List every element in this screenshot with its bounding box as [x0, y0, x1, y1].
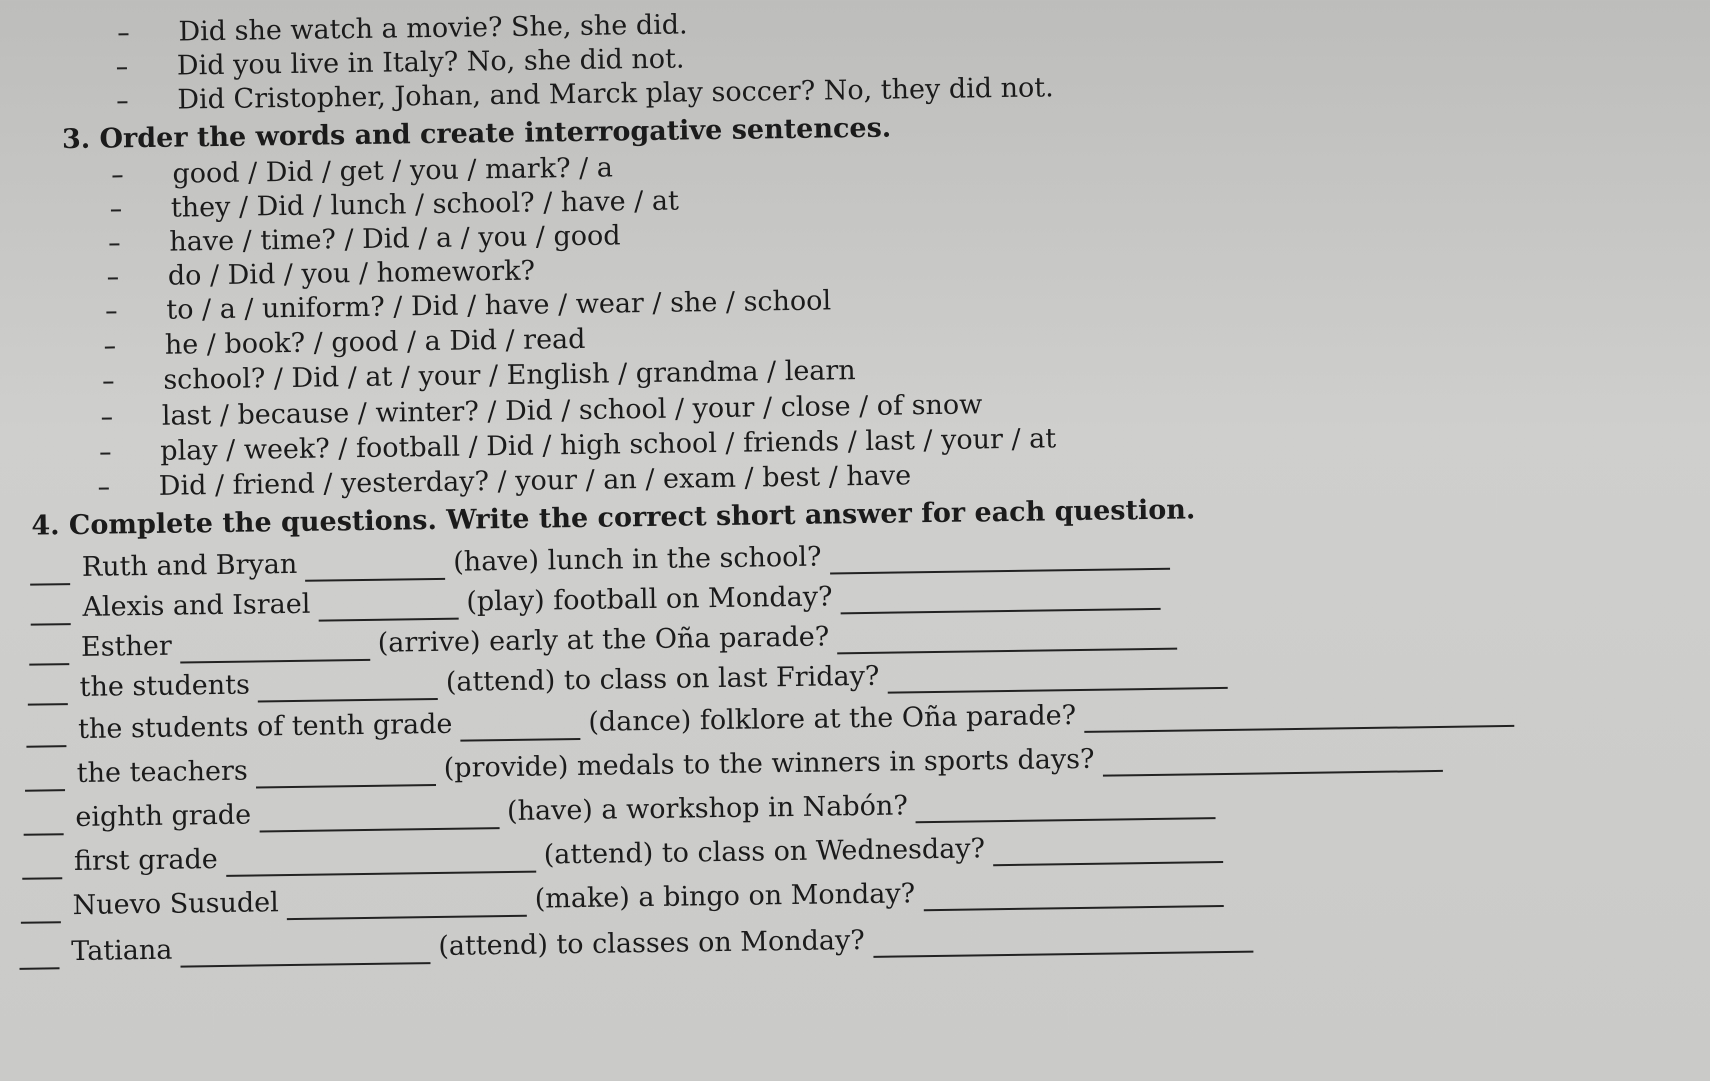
order-item-10: Did / friend / yesterday? / your / an / exam / best / have: [99, 459, 912, 504]
verb-blank[interactable]: [256, 760, 436, 789]
question-row-9: Nuevo Susudel (make) a bingo on Monday?: [20, 873, 1231, 924]
answer-blank-leading[interactable]: [27, 679, 67, 706]
short-answer-blank[interactable]: [1102, 746, 1442, 777]
section-3-heading: 3. Order the words and create interrogative sentences.: [61, 112, 892, 156]
verb-blank[interactable]: [259, 803, 499, 832]
verb-blank[interactable]: [287, 891, 527, 920]
answer-blank-leading[interactable]: [30, 599, 70, 626]
short-answer-blank[interactable]: [993, 837, 1223, 866]
order-item-8: last / because / winter? / Did / school / your / close / of snow: [102, 388, 983, 434]
order-item-5: to / a / uniform? / Did / have / wear / she / school: [106, 284, 831, 328]
answer-blank-leading[interactable]: [30, 559, 70, 586]
order-item-4: do / Did / you / homework?: [108, 255, 536, 295]
answer-blank-leading[interactable]: [22, 853, 62, 880]
question-row-3: Esther (arrive) early at the Oña parade?: [29, 616, 1186, 666]
short-answer-blank[interactable]: [837, 624, 1177, 655]
verb-blank[interactable]: [226, 847, 536, 877]
order-item-6: he / book? / good / a Did / read: [105, 323, 586, 364]
answer-blank-leading[interactable]: [23, 809, 63, 836]
question-row-4: the students (attend) to class on last Friday?: [27, 655, 1235, 706]
section-4-heading: 4. Complete the questions. Write the correct short answer for each question.: [31, 494, 1196, 542]
order-item-1: good / Did / get / you / mark? / a: [112, 151, 613, 192]
answer-blank-leading[interactable]: [21, 897, 61, 924]
verb-blank[interactable]: [460, 714, 580, 742]
verb-blank[interactable]: [305, 554, 445, 582]
order-item-3: have / time? / Did / a / you / good: [109, 219, 621, 260]
short-answer-blank[interactable]: [916, 793, 1216, 823]
short-answer-blank[interactable]: [829, 544, 1169, 575]
verb-blank[interactable]: [318, 594, 458, 622]
question-row-8: first grade (attend) to class on Wednesday?: [22, 829, 1231, 880]
question-row-6: the teachers (provide) medals to the winners in sports days?: [25, 738, 1451, 792]
short-answer-blank[interactable]: [1084, 701, 1514, 733]
short-answer-blank[interactable]: [887, 663, 1227, 694]
verb-blank[interactable]: [180, 938, 430, 967]
short-answer-blank[interactable]: [923, 881, 1223, 911]
answer-blank-leading[interactable]: [29, 639, 69, 666]
order-item-7: school? / Did / at / your / English / grandma / learn: [103, 354, 856, 399]
short-answer-blank[interactable]: [840, 584, 1160, 614]
order-item-2: they / Did / lunch / school? / have / at: [111, 185, 679, 227]
answer-blank-leading[interactable]: [26, 721, 66, 748]
order-item-9: play / week? / football / Did / high school / friends / last / your / at: [100, 422, 1056, 469]
question-row-7: eighth grade (have) a workshop in Nabón?: [23, 785, 1224, 836]
example-line-2: Did you live in Italy? No, she did not.: [117, 42, 685, 84]
verb-blank[interactable]: [258, 674, 438, 703]
answer-blank-leading[interactable]: [19, 943, 59, 970]
question-row-2: Alexis and Israel (play) football on Monday?: [30, 576, 1168, 626]
answer-blank-leading[interactable]: [25, 765, 65, 792]
question-row-5: the students of tenth grade (dance) folklore at the Oña parade?: [26, 693, 1522, 748]
example-line-1: Did she watch a movie? She, she did.: [118, 8, 688, 50]
example-line-3: Did Cristopher, Johan, and Marck play soccer? No, they did not.: [117, 71, 1054, 118]
question-row-1: Ruth and Bryan (have) lunch in the school?: [30, 536, 1178, 586]
short-answer-blank[interactable]: [873, 927, 1253, 958]
verb-blank[interactable]: [180, 635, 370, 664]
question-row-10: Tatiana (attend) to classes on Monday?: [19, 918, 1261, 969]
